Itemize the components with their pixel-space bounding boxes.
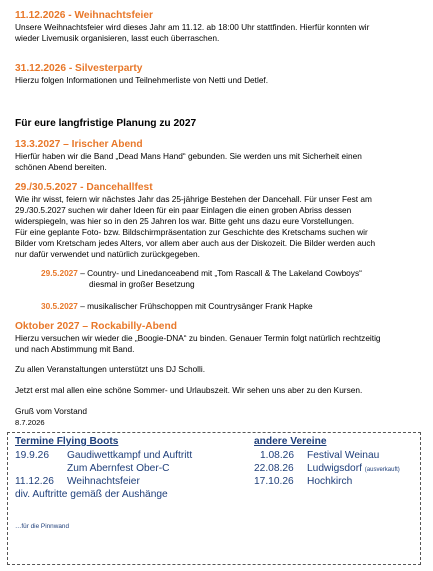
flying-boots-heading: Termine Flying Boots — [15, 436, 119, 447]
letter-date: 8.7.2026 — [15, 418, 45, 427]
other-clubs-note-2: (ausverkauft) — [364, 467, 400, 473]
silvester-text: Hierzu folgen Informationen und Teilnehmerliste von Netti und Detlef. — [15, 75, 269, 85]
event-country-text: – Country- und Linedanceabend mit „Tom Rascall & The Lakeland Cowboys“ — [77, 268, 362, 278]
silvester-heading: 31.12.2026 - Silvesterparty — [15, 63, 143, 74]
irish-text-2: schönen Abend bereiten. — [15, 162, 107, 172]
dj-note: Zu allen Veranstaltungen unterstützt uns DJ Scholli. — [15, 364, 206, 374]
event-country — [41, 268, 362, 279]
irish-heading: 13.3.2027 – Irischer Abend — [15, 139, 143, 150]
other-clubs-text-1: Festival Weinau — [307, 450, 380, 461]
dancehall-text-5: Bilder vom Kretscham jedes Alters, vor allem aber auch aus der Diskozeit. Die Bilder werden auch — [15, 238, 376, 248]
other-clubs-text-2 — [307, 463, 400, 474]
dancehall-text-2: 29./30.5.2027 suchen wir daher Ideen für ein paar Einlagen die einen groben Abriss dessen — [15, 205, 352, 215]
event-fruehschoppen-text: – musikalischer Frühschoppen mit Countrysänger Frank Hapke — [77, 301, 313, 311]
weihnachtsfeier-heading: 11.12.2026 - Weihnachtsfeier — [15, 10, 153, 21]
weihnachtsfeier-text-1: Unsere Weihnachtsfeier wird dieses Jahr am 11.12. ab 18:00 Uhr stattfinden. Hierfür konnten wir — [15, 22, 370, 32]
other-clubs-text-3: Hochkirch — [307, 476, 353, 487]
dancehall-text-4: Für eine geplante Foto- bzw. Bildschirmpräsentation zur Geschichte des Kretschams suchen wir — [15, 227, 368, 237]
greeting: Gruß vom Vorstand — [15, 406, 87, 416]
other-clubs-text-2-label: Ludwigsdorf — [307, 463, 362, 474]
flying-boots-text-3: Weihnachtsfeier — [67, 476, 140, 487]
event-country-text-2: diesmal in großer Besetzung — [89, 279, 195, 289]
flying-boots-date-1: 19.9.26 — [15, 450, 49, 461]
other-clubs-date-2: 22.08.26 — [254, 463, 294, 474]
flying-boots-footer: div. Auftritte gemäß der Aushänge — [15, 489, 168, 500]
weihnachtsfeier-text-2: wieder Livemusik organisieren, lasst euch überraschen. — [15, 33, 220, 43]
planning-heading: Für eure langfristige Planung zu 2027 — [15, 118, 197, 129]
dancehall-heading: 29./30.5.2027 - Dancehallfest — [15, 182, 153, 193]
flying-boots-date-3: 11.12.26 — [15, 476, 54, 487]
event-fruehschoppen-date: 30.5.2027 — [41, 301, 78, 311]
event-fruehschoppen — [41, 301, 313, 312]
closing-text: Jetzt erst mal allen eine schöne Sommer- und Urlaubszeit. Wir sehen uns aber zu den Kursen. — [15, 385, 363, 395]
flying-boots-text-1: Gaudiwettkampf und Auftritt — [67, 450, 193, 461]
other-clubs-date-3: 17.10.26 — [254, 476, 294, 487]
pinnwand-note: …für die Pinnwand — [15, 523, 69, 530]
flying-boots-text-2: Zum Abernfest Ober-C — [67, 463, 170, 474]
other-clubs-date-1: 1.08.26 — [260, 450, 294, 461]
irish-text-1: Hierfür haben wir die Band „Dead Mans Hand“ gebunden. Sie werden uns mit Sicherheit einen — [15, 151, 362, 161]
rockabilly-heading: Oktober 2027 – Rockabilly-Abend — [15, 321, 177, 332]
rockabilly-text-2: und nach Abstimmung mit Band. — [15, 344, 135, 354]
dancehall-text-1: Wie ihr wisst, feiern wir nächstes Jahr das 25-jährige Bestehen der Dancehall. Für unser Fest am — [15, 194, 372, 204]
dancehall-text-3: widerspiegeln, was hier so in den 25 Jahren los war. Bitte geht uns dazu eure Vorstellungen. — [15, 216, 354, 226]
dancehall-text-6: nur dafür verwendet und natürlich zurückgegeben. — [15, 249, 200, 259]
other-clubs-heading: andere Vereine — [254, 436, 327, 447]
event-country-date: 29.5.2027 — [41, 268, 78, 278]
rockabilly-text-1: Hierzu versuchen wir wieder die „Boogie-DNA“ zu binden. Genauer Termin folgt natürlich rechtzeitig — [15, 333, 381, 343]
